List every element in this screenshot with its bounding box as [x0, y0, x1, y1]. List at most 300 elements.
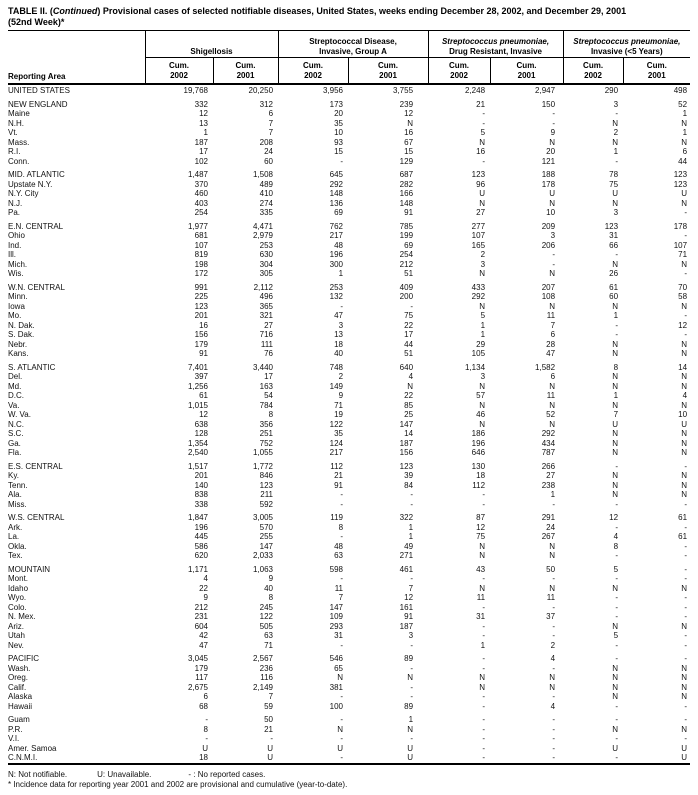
table-row: [8, 513, 690, 523]
value-cell: 8: [613, 362, 619, 372]
reporting-area-cell: UNITED STATES: [8, 86, 70, 95]
value-cell: N: [612, 583, 619, 593]
value-cell: 9: [268, 574, 274, 583]
value-cell: 5: [480, 128, 486, 137]
subheader-dr-cum-2001: Cum. 2001: [490, 58, 563, 85]
value-cell: 91: [404, 612, 414, 621]
value-cell: 570: [259, 522, 274, 532]
value-cell: 21: [476, 99, 486, 109]
value-cell: U: [202, 743, 208, 753]
reporting-area-cell: Ind.: [8, 240, 22, 250]
value-cell: 48: [334, 240, 344, 250]
value-cell: N: [681, 198, 688, 208]
value-cell: 3: [338, 320, 344, 330]
value-cell: 12: [678, 320, 688, 330]
value-cell: N: [681, 673, 688, 682]
table-row: [8, 715, 690, 725]
reporting-area-cell: Mo.: [8, 311, 22, 320]
value-cell: 156: [194, 330, 208, 339]
value-cell: -: [684, 574, 688, 583]
reporting-area-cell: S. Dak.: [8, 330, 35, 339]
value-cell: -: [552, 724, 556, 734]
value-cell: N: [407, 673, 414, 682]
table-row: [8, 654, 690, 664]
reporting-area-cell: Miss.: [8, 499, 27, 509]
reporting-area-cell: Nebr.: [8, 339, 28, 349]
title-continued: Continued: [52, 6, 98, 16]
value-cell: 1: [613, 147, 619, 156]
value-cell: 165: [471, 240, 486, 250]
table-row: [8, 462, 690, 472]
value-cell: 132: [329, 292, 344, 301]
value-cell: 245: [259, 602, 274, 612]
value-cell: 19,768: [183, 86, 208, 95]
value-cell: 27: [476, 208, 486, 217]
value-cell: 6: [682, 147, 688, 156]
value-cell: 31: [609, 231, 619, 240]
value-cell: 60: [609, 292, 619, 301]
value-cell: 335: [259, 208, 274, 217]
value-cell: -: [482, 753, 486, 762]
region-section: [8, 283, 690, 359]
value-cell: 604: [194, 621, 208, 631]
value-cell: -: [552, 574, 556, 583]
value-cell: -: [482, 621, 486, 631]
value-cell: N: [612, 372, 619, 381]
value-cell: 140: [194, 480, 208, 490]
reporting-area-cell: D.C.: [8, 391, 24, 400]
value-cell: -: [552, 663, 556, 673]
table-row: [8, 222, 690, 232]
value-cell: 87: [476, 513, 486, 522]
value-cell: 291: [541, 513, 556, 522]
value-cell: 300: [329, 259, 344, 269]
value-cell: 37: [546, 612, 556, 621]
value-cell: -: [552, 692, 556, 701]
value-cell: N: [681, 724, 688, 734]
value-cell: -: [615, 461, 619, 471]
table-title-line1: [8, 6, 690, 17]
reporting-area-cell: Wis.: [8, 269, 24, 278]
value-cell: 65: [334, 663, 344, 673]
value-cell: 35: [334, 429, 344, 438]
value-cell: 403: [194, 198, 208, 208]
value-cell: 1,134: [465, 362, 486, 372]
value-cell: 19: [334, 410, 344, 419]
value-cell: 188: [541, 170, 556, 179]
value-cell: 3: [550, 231, 556, 240]
value-cell: 22: [199, 583, 208, 593]
value-cell: N: [479, 198, 486, 208]
value-cell: -: [684, 541, 688, 551]
value-cell: 748: [329, 362, 344, 372]
subheader-under5-cum-2001: Cum. 2001: [623, 58, 690, 85]
reporting-area-cell: Ark.: [8, 522, 23, 532]
value-cell: N: [612, 429, 619, 438]
value-cell: 108: [541, 292, 556, 301]
value-cell: 1,772: [252, 461, 274, 471]
value-cell: -: [552, 734, 556, 743]
value-cell: 819: [194, 250, 208, 259]
value-cell: 112: [330, 461, 344, 471]
value-cell: 445: [194, 532, 208, 541]
incidence-footnote: * Incidence data for reporting year 2001 and 2002 are provisional and cumulative (year-to-date).: [8, 779, 348, 789]
value-cell: 5: [480, 311, 486, 320]
value-cell: 14: [404, 429, 414, 438]
value-cell: -: [684, 701, 688, 711]
table-row: [8, 584, 690, 594]
value-cell: 166: [399, 189, 414, 198]
value-cell: 198: [194, 259, 208, 269]
value-cell: 716: [259, 330, 274, 339]
value-cell: -: [552, 631, 556, 640]
value-cell: N: [612, 118, 619, 128]
value-cell: N: [407, 381, 414, 391]
value-cell: 54: [264, 391, 274, 400]
value-cell: 338: [194, 499, 208, 509]
value-cell: 1: [480, 330, 486, 339]
value-cell: 1,354: [187, 438, 208, 448]
reporting-area-cell: MID. ATLANTIC: [8, 170, 65, 179]
column-group-shigellosis: [145, 31, 278, 58]
table-row: [8, 439, 690, 449]
value-cell: 68: [199, 701, 208, 711]
value-cell: 7,401: [187, 362, 208, 372]
value-cell: 196: [194, 522, 208, 532]
value-cell: 28: [546, 339, 556, 349]
value-cell: 123: [471, 170, 486, 179]
reporting-area-cell: Iowa: [8, 301, 25, 311]
value-cell: 787: [541, 448, 556, 457]
value-cell: N: [681, 381, 688, 391]
value-cell: -: [340, 734, 344, 743]
reporting-area-cell: P.R.: [8, 724, 23, 734]
value-cell: 75: [609, 179, 619, 189]
value-cell: 51: [404, 269, 414, 278]
value-cell: N: [337, 673, 344, 682]
value-cell: -: [482, 743, 486, 753]
value-cell: 7: [268, 692, 274, 701]
value-cell: 6: [550, 372, 556, 381]
reporting-area-cell: Alaska: [8, 692, 33, 701]
value-cell: N: [612, 438, 619, 448]
reporting-area-cell: Idaho: [8, 583, 29, 593]
subheader-dr-cum-2002: Cum. 2002: [428, 58, 490, 85]
title-prefix: TABLE II. (: [8, 6, 53, 16]
value-cell: N: [479, 381, 486, 391]
value-cell: 546: [329, 654, 344, 663]
value-cell: N: [612, 339, 619, 349]
table-row: [8, 340, 690, 350]
value-cell: 75: [404, 311, 414, 320]
value-cell: 8: [338, 522, 344, 532]
value-cell: 47: [199, 640, 208, 650]
value-cell: 178: [541, 179, 556, 189]
value-cell: 147: [329, 602, 344, 612]
value-cell: 123: [194, 301, 208, 311]
region-section: [8, 715, 690, 764]
value-cell: N: [681, 663, 688, 673]
value-cell: 1: [682, 128, 688, 137]
value-cell: 44: [404, 339, 414, 349]
value-cell: 128: [194, 429, 208, 438]
value-cell: 293: [329, 621, 344, 631]
value-cell: 123: [259, 480, 274, 490]
value-cell: U: [337, 743, 344, 753]
value-cell: -: [340, 490, 344, 499]
reporting-area-cell: Fla.: [8, 448, 22, 457]
value-cell: 150: [541, 99, 556, 109]
value-cell: 236: [259, 663, 274, 673]
value-cell: N: [681, 692, 688, 701]
value-cell: 2,979: [252, 231, 274, 240]
table-row: [8, 250, 690, 260]
value-cell: N: [479, 682, 486, 692]
reporting-area-cell: Amer. Samoa: [8, 743, 57, 753]
value-cell: 27: [264, 320, 274, 330]
value-cell: N: [681, 438, 688, 448]
value-cell: 784: [259, 400, 274, 410]
value-cell: -: [615, 612, 619, 621]
table-row: [8, 622, 690, 632]
value-cell: 148: [329, 189, 344, 198]
value-cell: 89: [404, 654, 414, 663]
value-cell: -: [482, 692, 486, 701]
value-cell: 2,947: [535, 86, 556, 95]
value-cell: 71: [678, 250, 688, 259]
value-cell: 147: [259, 541, 274, 551]
value-cell: N: [549, 269, 556, 278]
table-row: [8, 189, 690, 199]
value-cell: 12: [476, 522, 486, 532]
value-cell: -: [615, 250, 619, 259]
value-cell: -: [615, 654, 619, 663]
value-cell: 3,045: [187, 654, 208, 663]
value-cell: 50: [264, 715, 274, 724]
value-cell: 2: [613, 128, 619, 137]
value-cell: 752: [259, 438, 274, 448]
value-cell: 12: [609, 513, 619, 522]
value-cell: 1: [682, 109, 688, 118]
value-cell: 91: [334, 480, 344, 490]
reporting-area-cell: Wyo.: [8, 593, 27, 602]
value-cell: N: [681, 471, 688, 480]
value-cell: 100: [329, 701, 344, 711]
value-cell: 1,015: [187, 400, 208, 410]
value-cell: 277: [471, 221, 486, 231]
value-cell: 2,248: [465, 86, 486, 95]
value-cell: 31: [334, 631, 344, 640]
value-cell: U: [612, 419, 619, 429]
table-row: [8, 574, 690, 584]
value-cell: 2,540: [187, 448, 208, 457]
value-cell: -: [482, 654, 486, 663]
value-cell: 50: [546, 564, 556, 574]
value-cell: N: [681, 682, 688, 692]
value-cell: 4: [408, 372, 414, 381]
value-cell: 12: [199, 410, 208, 419]
table-row: [8, 523, 690, 533]
value-cell: 116: [260, 673, 274, 682]
value-cell: 8: [203, 724, 208, 734]
value-cell: 16: [199, 320, 208, 330]
value-cell: -: [410, 499, 414, 509]
value-cell: 31: [476, 612, 486, 621]
value-cell: 11: [476, 593, 486, 602]
value-cell: -: [410, 682, 414, 692]
reporting-area-cell: E.S. CENTRAL: [8, 461, 63, 471]
table-row: [8, 744, 690, 754]
legend-unavailable: U: Unavailable.: [97, 769, 152, 779]
table-row: [8, 725, 690, 735]
value-cell: 16: [476, 147, 486, 156]
value-cell: 4: [682, 391, 688, 400]
value-cell: 282: [399, 179, 414, 189]
value-cell: -: [410, 490, 414, 499]
value-cell: -: [482, 156, 486, 166]
value-cell: 292: [471, 292, 486, 301]
value-cell: 640: [399, 362, 414, 372]
value-cell: 785: [399, 221, 414, 231]
value-cell: 434: [541, 438, 556, 448]
value-cell: 2: [480, 250, 486, 259]
value-cell: N: [681, 429, 688, 438]
value-cell: N: [549, 673, 556, 682]
value-cell: 1,508: [252, 170, 274, 179]
reporting-area-cell: Calif.: [8, 682, 27, 692]
value-cell: 14: [678, 362, 688, 372]
value-cell: N: [549, 301, 556, 311]
value-cell: -: [482, 663, 486, 673]
value-cell: U: [407, 753, 414, 762]
value-cell: N: [407, 724, 414, 734]
value-cell: 10: [678, 410, 688, 419]
value-cell: 105: [471, 349, 486, 358]
value-cell: N: [479, 551, 486, 560]
value-cell: 1,977: [187, 221, 208, 231]
value-cell: 838: [194, 490, 208, 499]
value-cell: -: [615, 574, 619, 583]
value-cell: 42: [199, 631, 208, 640]
value-cell: 196: [329, 250, 344, 259]
table-row: [8, 734, 690, 744]
value-cell: 1,171: [187, 564, 208, 574]
value-cell: 61: [678, 513, 688, 522]
value-cell: 7: [408, 583, 414, 593]
table-row: [8, 157, 690, 167]
reporting-area-cell: Conn.: [8, 156, 30, 166]
reporting-area-cell: Mont.: [8, 574, 29, 583]
table-row: [8, 302, 690, 312]
value-cell: 312: [259, 99, 274, 109]
value-cell: -: [482, 490, 486, 499]
region-section: [8, 654, 690, 711]
value-cell: N: [681, 400, 688, 410]
value-cell: 20: [334, 109, 344, 118]
table-row: [8, 349, 690, 359]
table-row: [8, 208, 690, 218]
value-cell: N: [407, 118, 414, 128]
table-row: [8, 448, 690, 458]
value-cell: 61: [678, 532, 688, 541]
table-row: [8, 241, 690, 251]
value-cell: 365: [259, 301, 274, 311]
reporting-area-cell: Hawaii: [8, 701, 33, 711]
value-cell: -: [552, 715, 556, 724]
table-row: [8, 631, 690, 641]
table-row: [8, 612, 690, 622]
value-cell: 254: [399, 250, 414, 259]
table-row: [8, 269, 690, 279]
value-cell: 505: [259, 621, 274, 631]
value-cell: 59: [264, 701, 274, 711]
value-cell: 1,063: [252, 564, 274, 574]
value-cell: 201: [194, 471, 208, 480]
value-cell: 187: [194, 137, 208, 147]
value-cell: 186: [471, 429, 486, 438]
value-cell: N: [612, 259, 619, 269]
value-cell: 681: [194, 231, 208, 240]
value-cell: 63: [264, 631, 274, 640]
value-cell: -: [615, 330, 619, 339]
table-row: [8, 753, 690, 764]
table-row: [8, 702, 690, 712]
value-cell: 8: [268, 593, 274, 602]
value-cell: -: [684, 551, 688, 560]
value-cell: 496: [259, 292, 274, 301]
value-cell: -: [410, 692, 414, 701]
value-cell: N: [612, 692, 619, 701]
value-cell: 96: [476, 179, 486, 189]
value-cell: N: [681, 583, 688, 593]
table-row: [8, 664, 690, 674]
value-cell: 370: [194, 179, 208, 189]
value-cell: 217: [329, 231, 344, 240]
reporting-area-cell: Nev.: [8, 640, 24, 650]
value-cell: 586: [194, 541, 208, 551]
table-row: [8, 641, 690, 651]
value-cell: 149: [329, 381, 344, 391]
region-section: [8, 565, 690, 651]
value-cell: 15: [404, 147, 414, 156]
group-label-line2: Invasive, Group A: [319, 46, 387, 56]
table-row: [8, 119, 690, 129]
value-cell: 239: [399, 99, 414, 109]
value-cell: N: [612, 448, 619, 457]
value-cell: 356: [259, 419, 274, 429]
value-cell: N: [681, 259, 688, 269]
reporting-area-cell: Maine: [8, 109, 30, 118]
value-cell: 60: [264, 156, 274, 166]
value-cell: 67: [404, 137, 414, 147]
value-cell: 225: [194, 292, 208, 301]
value-cell: 209: [541, 221, 556, 231]
reporting-area-cell: N.Y. City: [8, 189, 39, 198]
value-cell: 112: [472, 480, 486, 490]
value-cell: -: [684, 522, 688, 532]
value-cell: N: [612, 137, 619, 147]
value-cell: N: [479, 419, 486, 429]
value-cell: 179: [194, 663, 208, 673]
value-cell: N: [549, 541, 556, 551]
value-cell: -: [340, 715, 344, 724]
value-cell: 7: [613, 410, 619, 419]
value-cell: 1,847: [187, 513, 208, 522]
value-cell: -: [684, 640, 688, 650]
value-cell: 11: [546, 391, 556, 400]
reporting-area-cell: Va.: [8, 400, 20, 410]
value-cell: 1: [203, 128, 208, 137]
